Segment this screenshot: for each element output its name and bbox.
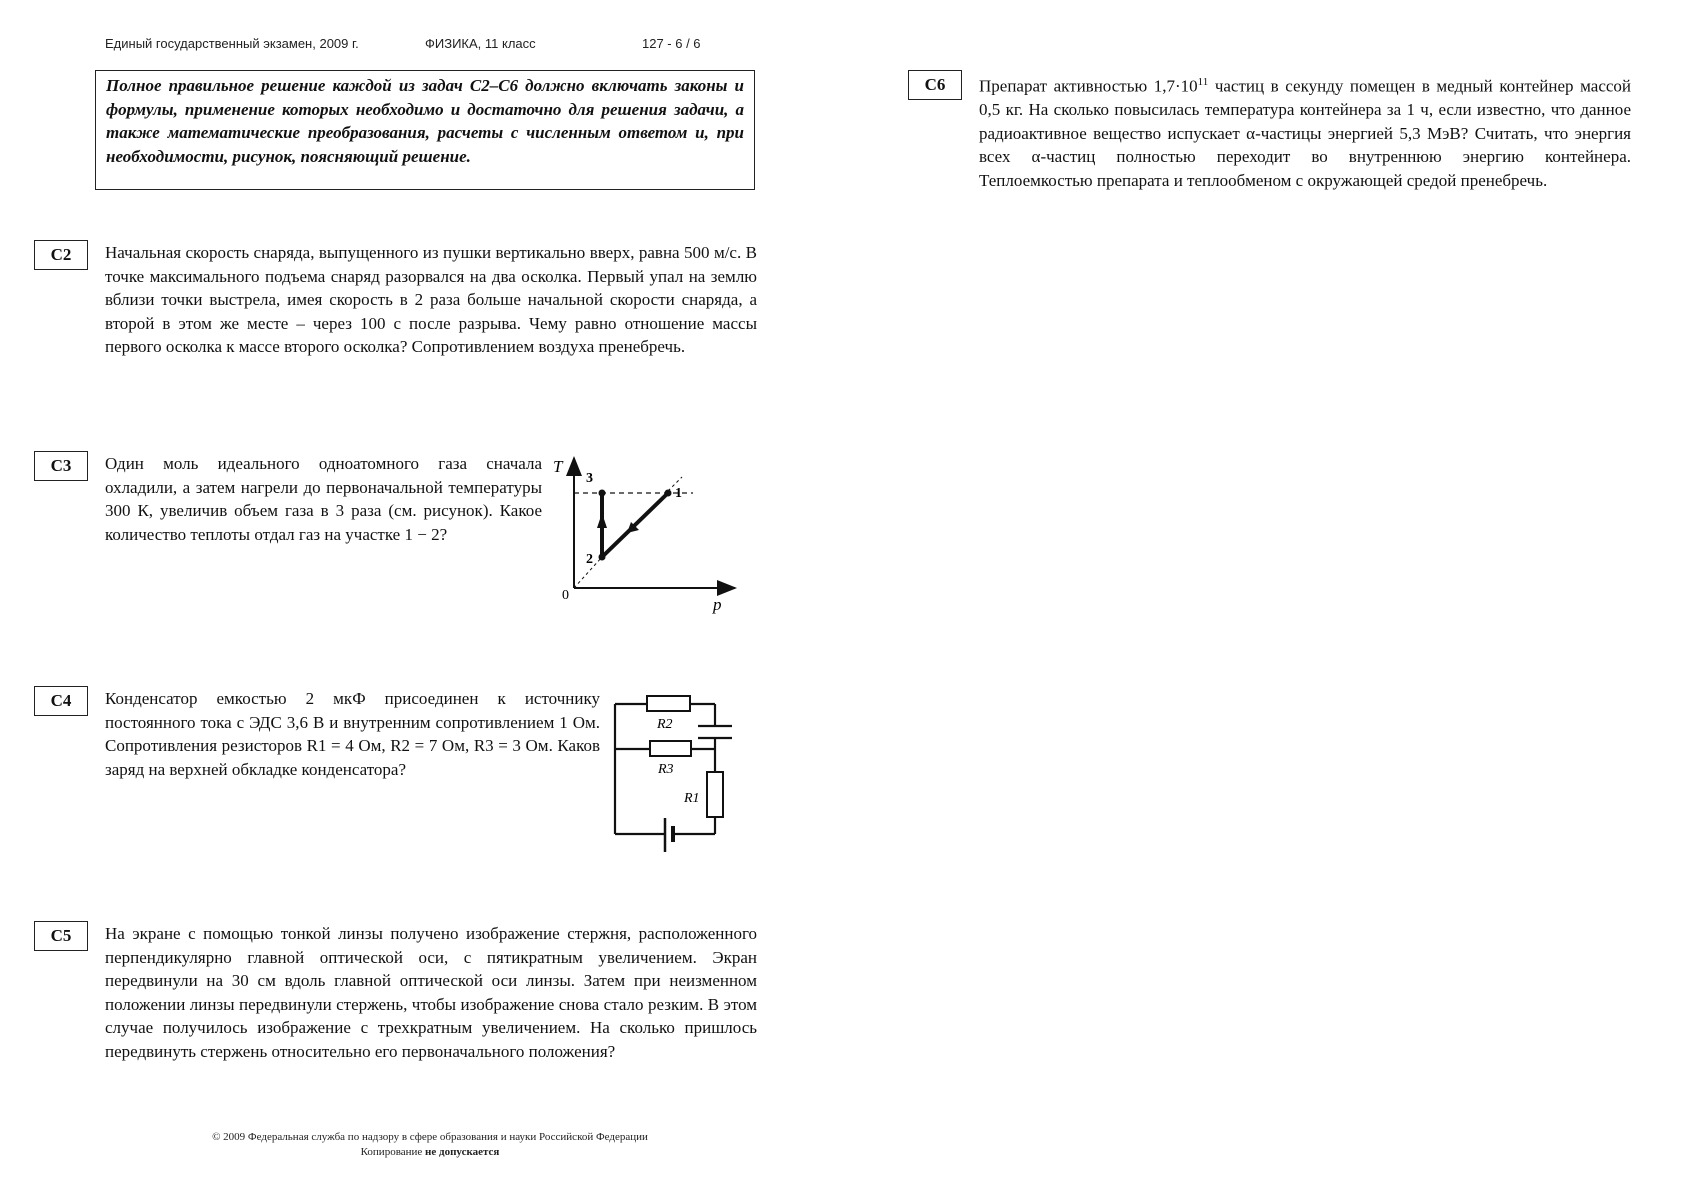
footer-copy-bold: не допускается [425, 1146, 500, 1158]
c6-text-after: частиц в секунду помещен в медный контейнер массой 0,5 кг. На сколько повысилась температура контейнера за 1 ч, если известно, что данное радиоактивное вещество испускает α-частицы энергией 5,3 МэВ? Считать, что энергия всех α-частиц полностью переходит во внутреннюю энергию контейнера. Теплоемкостью препарата и теплообменом с окружающей средой пренебречь. [979, 76, 1632, 190]
exam-title: Единый государственный экзамен, 2009 г. [105, 36, 359, 51]
point-3-label: 3 [586, 471, 593, 486]
arrow-2-3 [597, 513, 607, 528]
problem-c2-label: С2 [34, 240, 88, 270]
c6-activity-base: 1,7·10 [1153, 76, 1198, 96]
problem-c3-label: С3 [34, 451, 88, 481]
problem-c3-text: Один моль идеального одноатомного газа сначала охладили, а затем нагрели до первоначальной температуры 300 К, увеличив объем газа в 3 раза (см. рисунок). Какое количество теплоты отдал газ на участке 1 − 2? [105, 454, 542, 544]
footer [160, 1130, 700, 1160]
c4-r2-value: R2 = 7 Ом [390, 736, 465, 755]
c4-text-part2: . Каков заряд на верхней обкладке конденсатора? [105, 736, 600, 779]
resistor-r3 [650, 741, 691, 756]
problem-c4-label: С4 [34, 686, 88, 716]
label-r2: R2 [657, 717, 673, 732]
label-r3: R3 [658, 762, 674, 777]
subject-title: ФИЗИКА, 11 класс [425, 36, 536, 51]
page-number: 127 - 6 / 6 [642, 36, 701, 51]
point-1-label: 1 [675, 486, 682, 501]
problem-c5-label: С5 [34, 921, 88, 951]
problem-c6-label: С6 [908, 70, 962, 100]
c3-graph [545, 448, 750, 618]
c4-r3-value: R3 = 3 Ом [473, 736, 549, 755]
origin-label: 0 [562, 588, 569, 603]
c6-activity-exponent: 11 [1197, 76, 1209, 88]
resistor-r1 [707, 772, 723, 817]
x-axis-label: p [713, 595, 722, 614]
problem-c2-text: Начальная скорость снаряда, выпущенного из пушки вертикально вверх, равна 500 м/с. В точке максимального подъема снаряд разорвался на два осколка. Первый упал на землю вблизи точки выстрела, имея скорость в 2 раза больше начальной скорости снаряда, а второй в этом же месте – через 100 с после разрыва. Чему равно отношение массы первого осколка к массе второго осколка? Сопротивлением воздуха пренебречь. [105, 243, 757, 356]
point-2-label: 2 [586, 552, 593, 567]
point-1 [665, 490, 672, 497]
label-r1: R1 [684, 791, 700, 806]
point-3 [599, 490, 606, 497]
footer-copyright: © 2009 Федеральная служба по надзору в сфере образования и науки Российской Федерации [212, 1131, 648, 1143]
c4-circuit [605, 690, 750, 860]
problem-c4-text: Конденсатор емкостью 2 мкФ присоединен к источнику постоянного тока с ЭДС 3,6 В и внутренним сопротивлением 1 Ом. Сопротивления резисторов R1 = 4 Ом, R2 = 7 Ом, R3 = 3 Ом. Каков заряд на верхней обкладке конденсатора? [105, 689, 600, 779]
c4-r1-value: R1 = 4 Ом [306, 736, 382, 755]
resistor-r2 [647, 696, 690, 711]
y-axis-label: T [553, 457, 563, 476]
footer-copy-prefix: Копирование [360, 1146, 426, 1158]
problem-c6-text [979, 71, 1631, 192]
problem-c5-text: На экране с помощью тонкой линзы получено изображение стержня, расположенного перпендикулярно главной оптической оси, с пятикратным увеличением. Экран передвинули на 30 см вдоль главной оптической оси линзы. Затем при неизменном положении линзы передвинули стержень, чтобы изображение снова стало резким. В этом случае получилось изображение с трехкратным увеличением. На сколько пришлось передвинуть стержень относительно его первоначального положения? [105, 924, 757, 1061]
point-2 [599, 554, 606, 561]
footer-copy-notice [160, 1145, 700, 1160]
c4-text-part1: Конденсатор емкостью 2 мкФ присоединен к источнику постоянного тока с ЭДС 3,6 В и внутренним сопротивлением 1 Ом. Сопротивления резисторов [105, 689, 600, 755]
process-1-2 [602, 493, 668, 557]
c6-text-before: Препарат активностью [979, 76, 1154, 96]
instruction-box: Полное правильное решение каждой из задач С2–С6 должно включать законы и формулы, применение которых необходимо и достаточно для решения задачи, а также математические преобразования, расчеты с численным ответом и, при необходимости, рисунок, поясняющий решение. [95, 70, 755, 190]
